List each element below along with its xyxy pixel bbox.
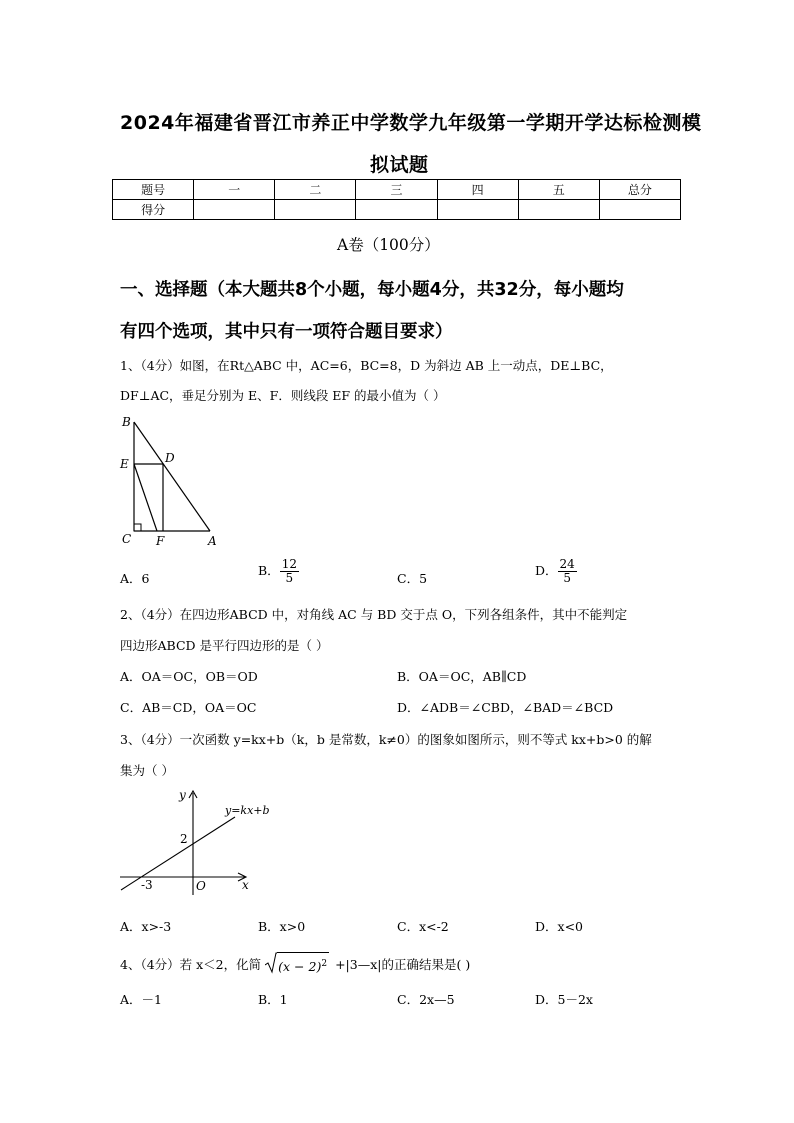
q1-option-b-prefix: B．	[258, 563, 280, 578]
q3-option-a: A．x>-3	[120, 919, 172, 934]
label-intercept-2: 2	[180, 832, 188, 846]
label-a: A	[208, 534, 217, 548]
doc-title-line2: 拟试题	[370, 154, 429, 176]
label-e: E	[120, 457, 129, 471]
label-intercept-neg3: -3	[141, 878, 153, 892]
q2-text-line1: 2、（4分）在四边形ABCD 中，对角线 AC 与 BD 交于点 O，下列各组条件，其中不能判定	[120, 607, 628, 622]
score-table	[112, 179, 681, 220]
score-table-cell: 五	[518, 180, 599, 200]
q4-abs-part: +|3—x|	[335, 956, 382, 972]
section1-heading-line2: 有四个选项，其中只有一项符合题目要求）	[120, 322, 453, 342]
score-input-cell	[599, 200, 680, 220]
fraction-denominator: 5	[285, 571, 294, 585]
q4-prefix: 4、（4分）若 x＜2，化简	[120, 957, 262, 973]
q1-text-line2: DF⊥AC，垂足分别为 E、F．则线段 EF 的最小值为（ ）	[120, 388, 446, 403]
label-y: y	[179, 788, 186, 802]
fraction-denominator: 5	[563, 571, 571, 585]
right-angle-mark	[134, 524, 141, 531]
score-input-cell	[437, 200, 518, 220]
radicand-exponent: 2	[321, 959, 328, 969]
score-input-cell	[275, 200, 356, 220]
q2-option-b: B．OA＝OC，AB∥CD	[397, 669, 527, 684]
q2-text-line2: 四边形ABCD 是平行四边形的是（ ）	[120, 638, 329, 653]
q3-linear-function-graph	[115, 785, 280, 900]
score-table-cell: 得分	[113, 200, 194, 220]
label-origin: O	[196, 879, 206, 893]
line-y-kx-b	[121, 817, 235, 890]
score-table-cell: 一	[194, 180, 275, 200]
label-d: D	[165, 451, 175, 465]
score-table-cell: 总分	[599, 180, 680, 200]
fraction-numerator: 12	[281, 557, 297, 571]
fraction-12-5	[280, 558, 299, 585]
fraction-numerator: 24	[559, 557, 575, 571]
q1-text-line1: 1、（4分）如图，在Rt△ABC 中，AC=6，BC=8，D 为斜边 AB 上一动点，DE⊥BC，	[120, 358, 613, 373]
score-input-cell	[356, 200, 437, 220]
radicand-text: (x − 2)	[278, 959, 322, 975]
score-table-cell: 题号	[113, 180, 194, 200]
q4-option-c: C．2x—5	[397, 992, 455, 1007]
score-table-cell: 三	[356, 180, 437, 200]
label-c: C	[122, 532, 132, 546]
score-table-score-row	[113, 200, 681, 220]
q2-option-c: C．AB＝CD，OA＝OC	[120, 700, 257, 715]
doc-title-line1: 2024年福建省晋江市养正中学数学九年级第一学期开学达标检测模	[120, 112, 702, 134]
q1-option-c: C．5	[397, 571, 428, 586]
segment-ef	[134, 464, 157, 531]
score-input-cell	[194, 200, 275, 220]
q3-text-line2: 集为（ ）	[120, 763, 174, 778]
q4-option-b: B．1	[258, 992, 288, 1007]
q2-option-d: D．∠ADB＝∠CBD，∠BAD＝∠BCD	[397, 700, 614, 715]
section1-heading-line1: 一、选择题（本大题共8个小题，每小题4分，共32分，每小题均	[120, 280, 624, 300]
q4-text	[120, 952, 470, 976]
score-input-cell	[518, 200, 599, 220]
q4-option-a: A．－1	[120, 992, 162, 1007]
q1-option-d	[535, 558, 577, 585]
q4-suffix: 的正确结果是( )	[381, 957, 471, 973]
label-b: B	[122, 415, 131, 429]
label-x: x	[242, 878, 249, 892]
q1-option-b	[258, 558, 299, 585]
score-table-cell: 二	[275, 180, 356, 200]
segment-ab	[134, 422, 210, 531]
section-a-heading: A卷（100分）	[337, 236, 440, 254]
sqrt-radicand	[277, 952, 329, 976]
q1-triangle-figure	[110, 410, 230, 550]
q4-option-d: D．5－2x	[535, 992, 593, 1007]
q1-option-a: A．6	[120, 571, 150, 586]
q3-option-d: D．x<0	[535, 919, 583, 934]
q3-option-c: C．x<-2	[397, 919, 449, 934]
fraction-24-5	[558, 558, 577, 585]
q3-text-line1: 3、（4分）一次函数 y=kx+b（k，b 是常数，k≠0）的图象如图所示，则不等式 kx+b>0 的解	[120, 732, 652, 747]
label-f: F	[156, 534, 165, 548]
score-table-cell: 四	[437, 180, 518, 200]
score-table-header-row	[113, 180, 681, 200]
q2-option-a: A．OA＝OC，OB＝OD	[120, 669, 258, 684]
sqrt-radical-icon	[265, 952, 277, 974]
label-line-equation: y=kx+b	[225, 804, 270, 817]
q3-option-b: B．x>0	[258, 919, 306, 934]
sqrt-expression	[265, 952, 329, 976]
q1-option-d-prefix: D．	[535, 563, 558, 578]
